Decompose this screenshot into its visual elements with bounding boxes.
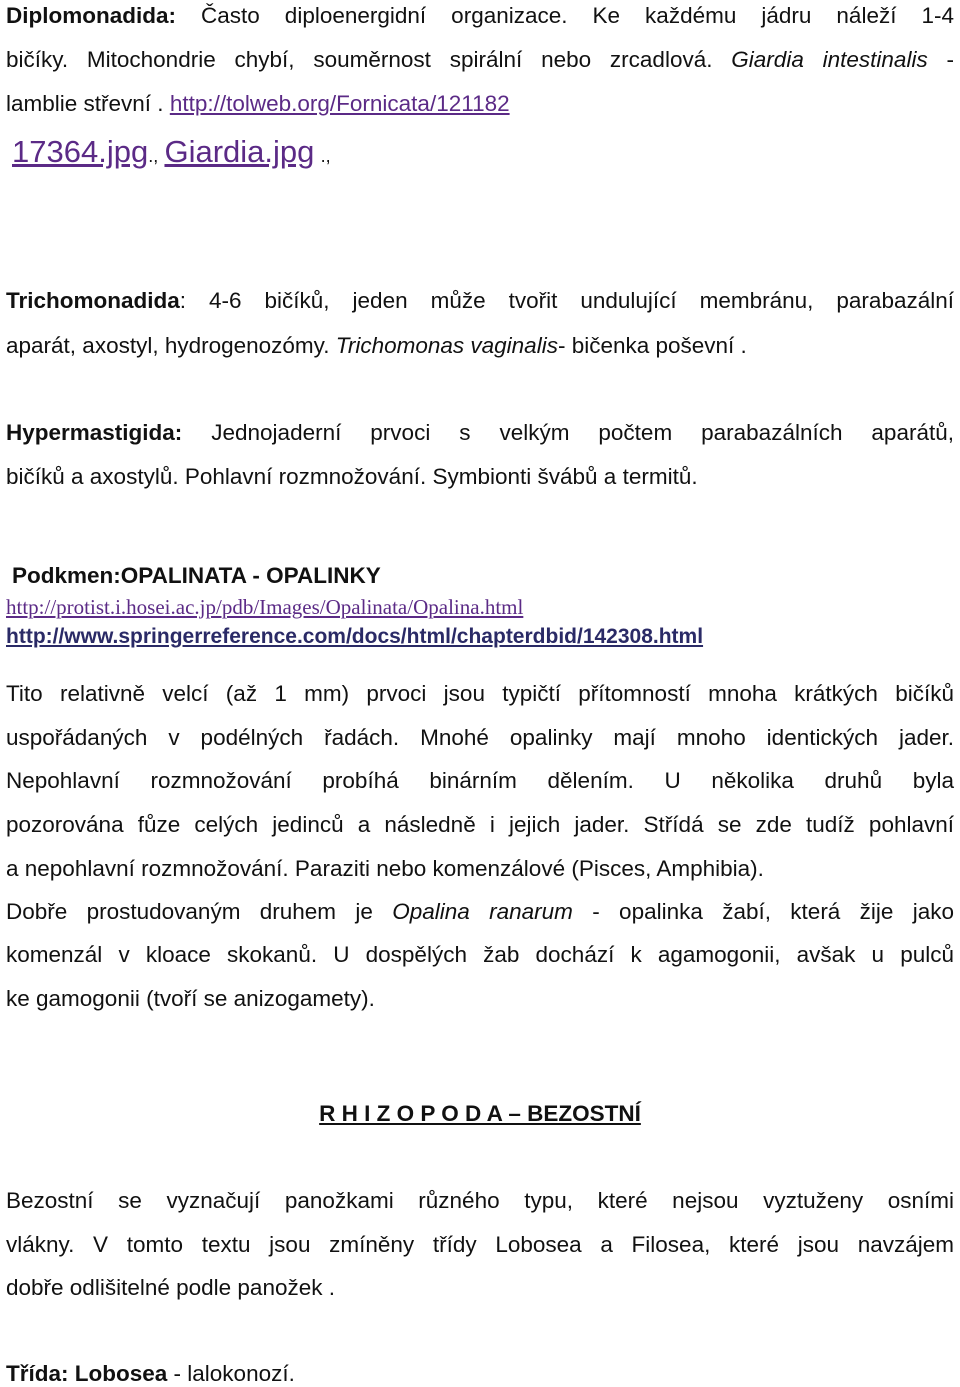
opalinata-heading: Podkmen:OPALINATA - OPALINKY — [12, 563, 381, 588]
protist-link[interactable]: http://protist.i.hosei.ac.jp/pdb/Images/Opalinata/Opalina.html — [6, 595, 524, 619]
rhizopoda-line-3: dobře odlišitelné podle panožek . — [6, 1275, 335, 1300]
trichomonadida-text-3: - bičenka poševní . — [557, 333, 747, 358]
diplomonadida-line-3 — [6, 91, 954, 117]
opalinata-link-row-2 — [6, 623, 954, 649]
image-separator-1: ., — [148, 146, 159, 166]
image-link-giardia[interactable]: Giardia.jpg — [164, 134, 315, 169]
trichomonadida-text: : 4-6 bičíků, jeden může tvořit undulující membránu, parabazální — [179, 288, 954, 313]
tolweb-link[interactable]: http://tolweb.org/Fornicata/121182 — [169, 91, 510, 116]
lobosea-text: - lalokonozí. — [167, 1361, 295, 1386]
opalinata-line-4: pozorována fůze celých jedinců a následně i jejich jader. Střídá se zde tudíž pohlavní — [6, 812, 954, 837]
diplomonadida-line-2 — [6, 47, 954, 73]
diplomonadida-text-3: lamblie střevní . — [6, 91, 170, 116]
trichomonadida-line-2 — [6, 333, 954, 359]
lobosea-term: Třída: Lobosea — [6, 1361, 168, 1386]
diplomonadida-text-2: bičíky. Mitochondrie chybí, souměrnost spirální nebo zrcadlová. — [6, 47, 732, 72]
rhizopoda-line-1: Bezostní se vyznačují panožkami různého typu, které nejsou vyztuženy osními — [6, 1188, 954, 1213]
opalinata-text-6a: Dobře prostudovaným druhem je — [6, 899, 393, 924]
diplomonadida-dash: - — [927, 47, 955, 72]
opalinata-line-7: komenzál v kloace skokanů. U dospělých žab dochází k agamogonii, avšak u pulců — [6, 942, 954, 967]
rhizopoda-line-2: vlákny. V tomto textu jsou zmíněny třídy Lobosea a Filosea, které jsou navzájem — [6, 1232, 954, 1257]
hypermastigida-line-2: bičíků a axostylů. Pohlavní rozmnožování. Symbionti švábů a termitů. — [6, 464, 698, 489]
diplomonadida-line-1 — [6, 3, 954, 29]
opalina-species: Opalina ranarum — [392, 899, 573, 924]
rhizopoda-heading — [6, 1101, 954, 1127]
opalinata-line-8: ke gamogonii (tvoří se anizogamety). — [6, 986, 375, 1011]
image-separator-2: ., — [320, 146, 331, 166]
lobosea-line — [6, 1361, 954, 1387]
opalinata-line-1: Tito relativně velcí (až 1 mm) prvoci jsou typičtí přítomností mnoha krátkých bičíků — [6, 681, 954, 706]
hypermastigida-term: Hypermastigida: — [6, 420, 183, 445]
diplomonadida-term: Diplomonadida: — [6, 3, 176, 28]
trichomonadida-term: Trichomonadida — [6, 288, 180, 313]
opalinata-line-5: a nepohlavní rozmnožování. Paraziti nebo komenzálové (Pisces, Amphibia). — [6, 856, 764, 881]
opalinata-line-3: Nepohlavní rozmnožování probíhá binárním dělením. U několika druhů byla — [6, 768, 954, 793]
image-link-17364[interactable]: 17364.jpg — [12, 134, 149, 169]
diplomonadida-text: Často diploenergidní organizace. Ke každému jádru náleží 1-4 — [176, 3, 954, 28]
opalinata-line-6 — [6, 899, 954, 925]
trichomonas-species: Trichomonas vaginalis — [335, 333, 558, 358]
trichomonadida-text-2: aparát, axostyl, hydrogenozómy. — [6, 333, 336, 358]
opalinata-line-2: uspořádaných v podélných řadách. Mnohé opalinky mají mnoho identických jader. — [6, 725, 954, 750]
rhizopoda-heading-text: R H I Z O P O D A – BEZOSTNÍ — [319, 1101, 641, 1126]
hypermastigida-text: Jednojaderní prvoci s velkým počtem parabazálních aparátů, — [182, 420, 954, 445]
hypermastigida-line-1 — [6, 420, 954, 446]
opalinata-text-6b: - opalinka žabí, která žije jako — [572, 899, 955, 924]
trichomonadida-line-1 — [6, 288, 954, 314]
springer-link[interactable]: http://www.springerreference.com/docs/html/chapterdbid/142308.html — [6, 625, 704, 648]
image-links-row — [12, 134, 960, 170]
giardia-species: Giardia intestinalis — [731, 47, 928, 72]
opalinata-link-row-1 — [6, 594, 954, 620]
